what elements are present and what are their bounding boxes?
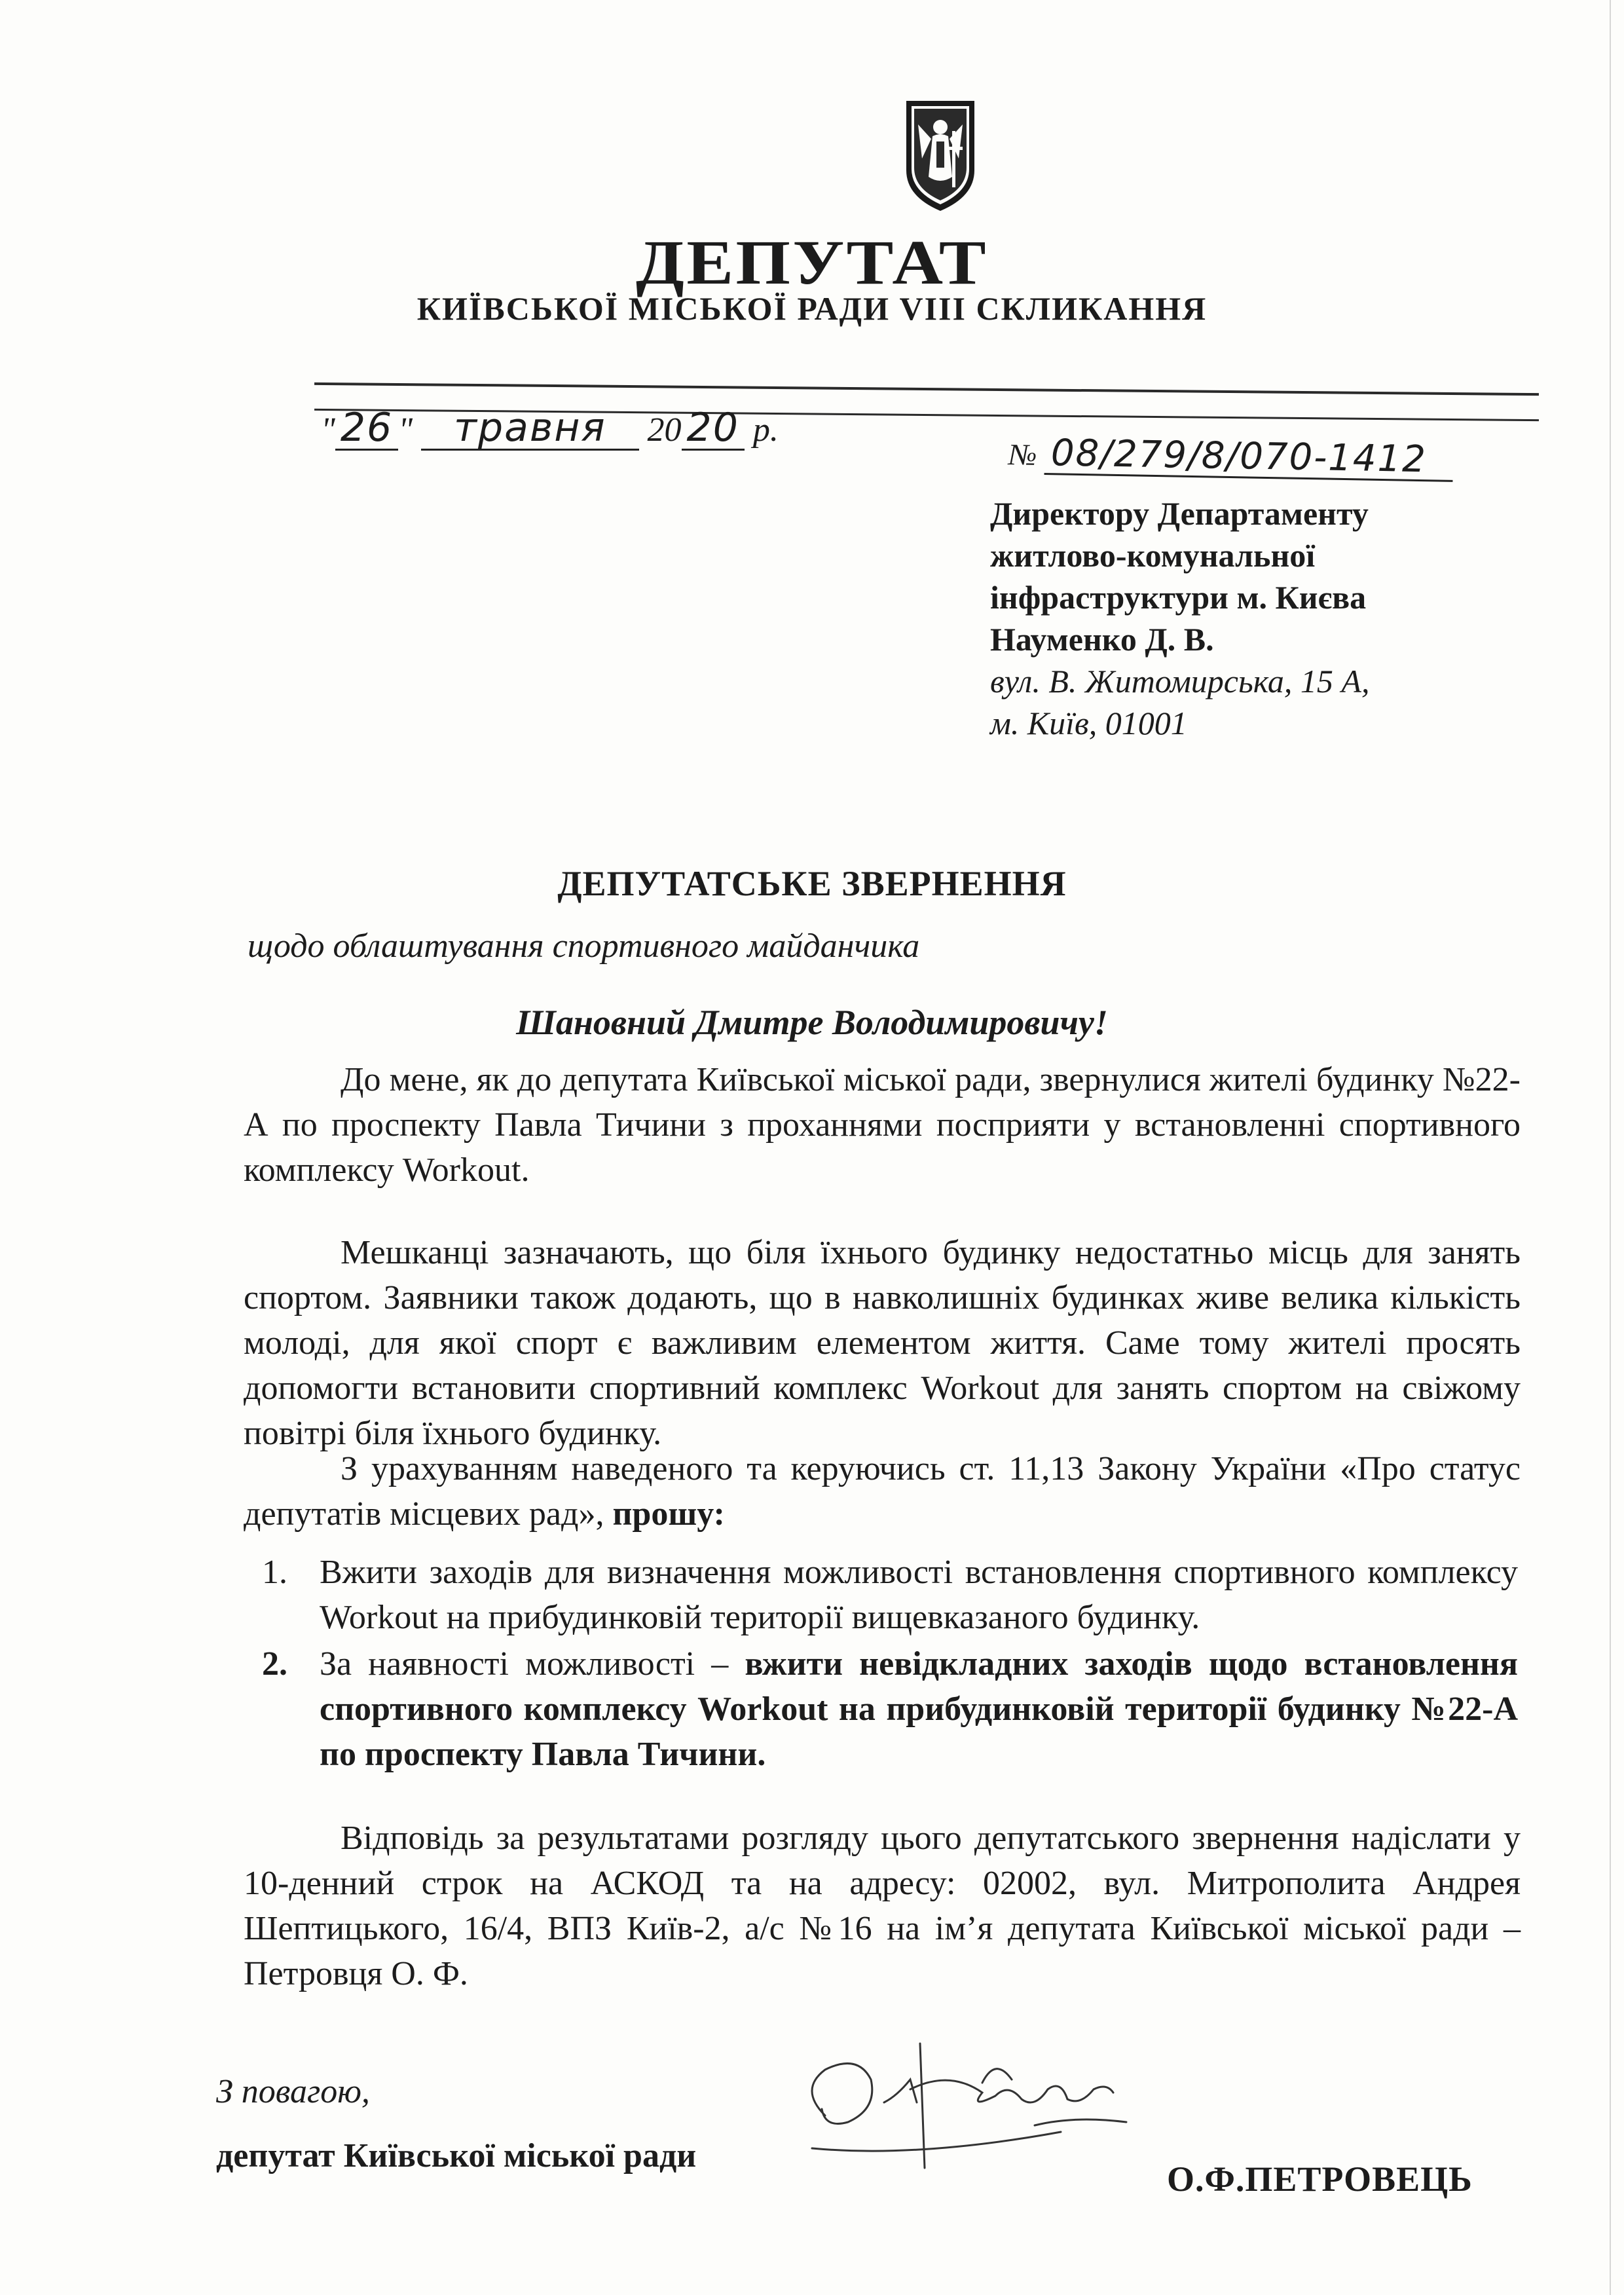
scan-margin-line: [1610, 0, 1611, 2295]
handwritten-signature: [786, 2017, 1153, 2188]
paragraph-3: [244, 1446, 1521, 1537]
addressee-block: [990, 493, 1369, 744]
header-rule: [314, 382, 1539, 396]
document-title: ДЕПУТАТСЬКЕ ЗВЕРНЕННЯ: [557, 864, 1067, 903]
request-colon: :: [713, 1495, 725, 1533]
paragraph-1: До мене, як до депутата Київської міської ради, звернулися жителі будинку №22-А по проспекту Павла Тичини з проханнями посприяти у встановленні спортивного комплексу Workout.: [244, 1061, 1521, 1189]
list-item-number: 2.: [262, 1645, 287, 1683]
list-item-text: Вжити заходів для визначення можливості встановлення спортивного комплексу Workout на прибудинковій території вищевказаного будинку.: [320, 1554, 1518, 1636]
reference-label: №: [1008, 438, 1037, 472]
date-month: травня: [421, 407, 639, 451]
list-item: [262, 1550, 1518, 1640]
kyiv-coat-of-arms-icon: [902, 98, 978, 214]
request-word: прошу: [612, 1495, 714, 1533]
date-open-quote: ": [321, 411, 335, 449]
list-item: [262, 1641, 1518, 1777]
list-item-bold-text: вжити невідкладних заходів щодо встановлення спортивного комплексу Workout на прибудинковій території будинку №22-А по проспекту Павла Тичини.: [320, 1645, 1518, 1773]
header-council: КИЇВСЬКОЇ МІСЬКОЇ РАДИ VIII СКЛИКАННЯ: [416, 290, 1208, 327]
date-year-mark: р.: [752, 411, 779, 449]
date-year-prefix: 20: [647, 411, 682, 449]
reference-value: 08/279/8/070-1412: [1044, 434, 1453, 482]
greeting: Шановний Дмитре Володимировичу!: [516, 1003, 1108, 1042]
date-year-suffix: 20: [682, 407, 745, 451]
addressee-city: м. Київ, 01001: [990, 705, 1187, 741]
date-day: 26: [335, 407, 398, 451]
addressee-name: Науменко Д. В.: [990, 621, 1214, 658]
list-item-number: 1.: [262, 1554, 287, 1591]
document-date: [321, 407, 779, 451]
header-title: ДЕПУТАТ: [635, 227, 989, 297]
addressee-line1: Директору Департаменту: [990, 495, 1369, 532]
closing: З повагою,: [216, 2073, 370, 2110]
reference-number: [1008, 434, 1454, 482]
paragraph-3-text: З урахуванням наведеного та керуючись ст. 11,13 Закону України «Про статус депутатів місцевих рад»,: [244, 1450, 1521, 1533]
signer-name: О.Ф.ПЕТРОВЕЦЬ: [1167, 2159, 1473, 2199]
signer-position: депутат Київської міської ради: [216, 2137, 697, 2174]
paragraph-2: Мешканці зазначають, що біля їхнього будинку недостатньо місць для занять спортом. Заявники також додають, що в навколишніх будинках живе велика кількість молоді, для якої спорт є важливим елементом життя. Саме тому жителі просять допомогти встановити спортивний комплекс Workout для занять спортом на свіжому повітрі біля їхнього будинку.: [244, 1234, 1521, 1452]
date-close-quote: ": [398, 411, 413, 449]
addressee-street: вул. В. Житомирська, 15 А,: [990, 663, 1370, 700]
addressee-line2: житлово-комунальної: [990, 537, 1316, 574]
list-item-prefix: За наявності можливості –: [320, 1645, 729, 1683]
document-subject: щодо облаштування спортивного майданчика: [248, 927, 920, 965]
addressee-line3: інфраструктури м. Києва: [990, 579, 1367, 616]
paragraph-4: Відповідь за результатами розгляду цього депутатського звернення надіслати у 10-денний строк на АСКОД та на адресу: 02002, вул. Митрополита Андрея Шептицького, 16/4, ВПЗ Київ-2, а/с №16 на ім’я депутата Київської міської ради – Петровця О. Ф.: [244, 1819, 1521, 1992]
